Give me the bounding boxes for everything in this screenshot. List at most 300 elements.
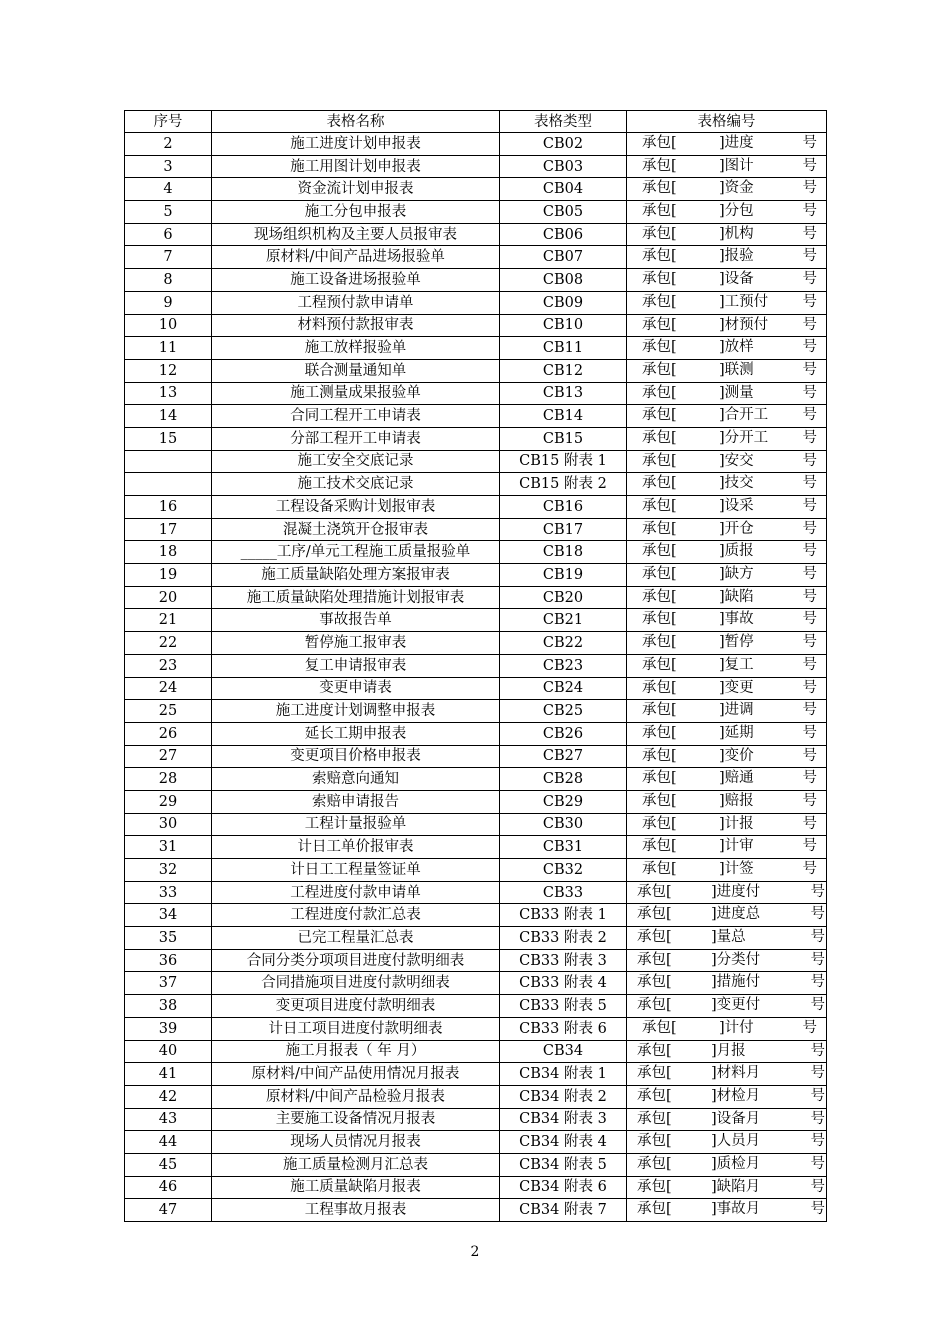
code-abbreviation-group [719, 746, 754, 766]
code-suffix: 号 [810, 1087, 825, 1104]
serial-number-cell: 6 [125, 223, 212, 246]
form-type-cell: CB12 [500, 359, 627, 382]
table-header-row [125, 111, 827, 133]
form-name-cell: 施工技术交底记录 [212, 473, 500, 496]
serial-number-cell: 31 [125, 836, 212, 859]
form-name-cell: 已完工程量汇总表 [212, 927, 500, 950]
code-abbreviation-group [711, 1109, 760, 1129]
code-prefix: 承包[ [642, 157, 677, 174]
code-abbreviation: 分类付 [716, 951, 761, 968]
code-bracket: ] [711, 1065, 717, 1082]
table-row [125, 1085, 827, 1108]
table-row [125, 790, 827, 813]
code-suffix: 号 [802, 656, 817, 673]
code-abbreviation: 分开工 [724, 429, 769, 446]
form-type-cell: CB22 [500, 632, 627, 655]
form-name-cell: 变更项目价格申报表 [212, 745, 500, 768]
table-row [125, 722, 827, 745]
form-code-cell [627, 745, 827, 768]
code-bracket: ] [719, 429, 725, 446]
form-type-cell: CB28 [500, 768, 627, 791]
code-abbreviation: 进调 [724, 702, 754, 719]
code-abbreviation: 测量 [724, 384, 754, 401]
code-bracket: ] [719, 724, 725, 741]
form-type-cell: CB32 [500, 859, 627, 882]
table-row [125, 586, 827, 609]
table-row [125, 632, 827, 655]
form-code-cell [627, 246, 827, 269]
form-name-cell: 分部工程开工申请表 [212, 427, 500, 450]
code-prefix: 承包[ [637, 951, 672, 968]
table-row [125, 450, 827, 473]
table-row [125, 881, 827, 904]
form-name-cell: 施工质量缺陷月报表 [212, 1176, 500, 1199]
form-code-cell [627, 473, 827, 496]
code-abbreviation: 资金 [724, 180, 754, 197]
form-type-cell: CB33 附表 4 [500, 972, 627, 995]
code-suffix: 号 [802, 702, 817, 719]
code-bracket: ] [719, 679, 725, 696]
code-abbreviation-group [719, 655, 754, 675]
header-form-type: 表格类型 [500, 111, 627, 133]
code-suffix: 号 [810, 1178, 825, 1195]
code-suffix: 号 [802, 316, 817, 333]
code-suffix: 号 [810, 1110, 825, 1127]
form-code-cell [627, 677, 827, 700]
code-bracket: ] [719, 498, 725, 514]
code-abbreviation: 量总 [716, 929, 746, 946]
code-abbreviation-group [719, 700, 754, 720]
code-prefix: 承包[ [637, 1178, 672, 1195]
code-suffix: 号 [810, 974, 825, 991]
table-row [125, 972, 827, 995]
form-code-cell [627, 1153, 827, 1176]
code-prefix: 承包[ [642, 384, 677, 401]
form-type-cell: CB06 [500, 223, 627, 246]
form-type-cell: CB26 [500, 722, 627, 745]
code-bracket: ] [719, 180, 725, 197]
code-suffix: 号 [802, 339, 817, 356]
code-suffix: 号 [810, 951, 825, 968]
serial-number-cell: 20 [125, 586, 212, 609]
table-row [125, 269, 827, 292]
code-abbreviation-group [719, 723, 754, 743]
form-type-cell: CB23 [500, 654, 627, 677]
code-suffix: 号 [802, 792, 817, 809]
header-serial-number: 序号 [125, 111, 212, 133]
code-abbreviation-group [719, 315, 768, 335]
form-type-cell: CB33 [500, 881, 627, 904]
form-name-cell: 事故报告单 [212, 609, 500, 632]
code-abbreviation-group [719, 292, 768, 312]
form-name-cell: 资金流计划申报表 [212, 178, 500, 201]
form-code-cell [627, 1199, 827, 1222]
form-code-cell [627, 1085, 827, 1108]
table-row [125, 745, 827, 768]
code-bracket: ] [711, 974, 717, 991]
serial-number-cell: 14 [125, 405, 212, 428]
code-abbreviation: 计报 [724, 815, 754, 832]
serial-number-cell: 25 [125, 700, 212, 723]
code-suffix: 号 [802, 203, 817, 220]
code-suffix: 号 [802, 248, 817, 265]
form-code-cell [627, 155, 827, 178]
form-type-cell: CB33 附表 5 [500, 995, 627, 1018]
serial-number-cell: 22 [125, 632, 212, 655]
code-prefix: 承包[ [642, 520, 677, 537]
form-name-cell: _____工序/单元工程施工质量报验单 [212, 541, 500, 564]
form-code-cell [627, 790, 827, 813]
code-prefix: 承包[ [642, 248, 677, 265]
code-prefix: 承包[ [642, 770, 677, 787]
code-prefix: 承包[ [642, 838, 677, 855]
table-row [125, 359, 827, 382]
form-code-cell [627, 133, 827, 156]
form-type-cell: CB05 [500, 201, 627, 224]
serial-number-cell: 15 [125, 427, 212, 450]
code-bracket: ] [719, 588, 725, 605]
code-bracket: ] [719, 407, 725, 424]
table-row [125, 291, 827, 314]
form-type-cell: CB34 [500, 1040, 627, 1063]
code-bracket: ] [719, 566, 725, 583]
form-code-cell [627, 269, 827, 292]
code-bracket: ] [719, 747, 725, 764]
form-name-cell: 施工设备进场报验单 [212, 269, 500, 292]
form-name-cell: 变更申请表 [212, 677, 500, 700]
table-row [125, 246, 827, 269]
code-bracket: ] [719, 792, 725, 809]
form-name-cell: 工程进度付款汇总表 [212, 904, 500, 927]
form-type-cell: CB33 附表 1 [500, 904, 627, 927]
code-bracket: ] [719, 225, 725, 242]
code-bracket: ] [711, 1201, 717, 1218]
table-row [125, 1199, 827, 1222]
form-name-cell: 主要施工设备情况月报表 [212, 1108, 500, 1131]
code-bracket: ] [719, 293, 725, 310]
code-prefix: 承包[ [642, 316, 677, 333]
form-code-cell [627, 859, 827, 882]
code-abbreviation: 计签 [724, 861, 754, 877]
code-abbreviation: 开仓 [724, 520, 754, 537]
form-type-cell: CB10 [500, 314, 627, 337]
serial-number-cell: 40 [125, 1040, 212, 1063]
form-name-cell: 施工放样报验单 [212, 337, 500, 360]
serial-number-cell: 46 [125, 1176, 212, 1199]
serial-number-cell: 18 [125, 541, 212, 564]
code-prefix: 承包[ [642, 452, 677, 469]
form-type-cell: CB30 [500, 813, 627, 836]
serial-number-cell: 23 [125, 654, 212, 677]
code-bracket: ] [719, 248, 725, 265]
serial-number-cell: 12 [125, 359, 212, 382]
form-code-cell [627, 1131, 827, 1154]
form-code-cell [627, 405, 827, 428]
code-bracket: ] [719, 838, 725, 855]
form-type-cell: CB34 附表 7 [500, 1199, 627, 1222]
code-abbreviation-group [719, 337, 754, 357]
form-type-cell: CB34 附表 6 [500, 1176, 627, 1199]
form-code-cell [627, 972, 827, 995]
form-code-cell [627, 609, 827, 632]
code-bracket: ] [719, 157, 725, 174]
form-type-cell: CB34 附表 1 [500, 1063, 627, 1086]
form-type-cell: CB07 [500, 246, 627, 269]
code-abbreviation: 进度 [724, 135, 754, 151]
code-abbreviation-group [711, 972, 760, 992]
form-type-cell: CB21 [500, 609, 627, 632]
serial-number-cell: 44 [125, 1131, 212, 1154]
table-row [125, 314, 827, 337]
code-abbreviation-group [719, 541, 754, 561]
code-abbreviation: 进度付 [716, 883, 761, 900]
code-abbreviation: 措施付 [716, 974, 761, 991]
code-abbreviation-group [719, 632, 754, 652]
form-code-cell [627, 201, 827, 224]
code-suffix: 号 [802, 157, 817, 174]
form-code-cell [627, 518, 827, 541]
table-row [125, 949, 827, 972]
serial-number-cell: 38 [125, 995, 212, 1018]
table-row [125, 155, 827, 178]
code-prefix: 承包[ [642, 679, 677, 696]
table-row [125, 473, 827, 496]
serial-number-cell: 9 [125, 291, 212, 314]
form-name-cell: 原材料/中间产品检验月报表 [212, 1085, 500, 1108]
code-suffix: 号 [802, 361, 817, 378]
form-type-cell: CB14 [500, 405, 627, 428]
table-row [125, 859, 827, 882]
code-abbreviation-group [711, 995, 760, 1015]
serial-number-cell: 26 [125, 722, 212, 745]
code-abbreviation-group [711, 1131, 760, 1151]
form-name-cell: 计日工单价报审表 [212, 836, 500, 859]
code-abbreviation-group [719, 519, 754, 539]
code-suffix: 号 [802, 634, 817, 651]
code-suffix: 号 [810, 1065, 825, 1082]
table-row [125, 496, 827, 519]
serial-number-cell: 19 [125, 564, 212, 587]
code-bracket: ] [711, 929, 717, 946]
form-type-cell: CB33 附表 6 [500, 1017, 627, 1040]
form-code-cell [627, 314, 827, 337]
form-name-cell: 施工进度计划申报表 [212, 133, 500, 156]
form-code-cell [627, 768, 827, 791]
code-prefix: 承包[ [642, 339, 677, 356]
serial-number-cell: 41 [125, 1063, 212, 1086]
serial-number-cell: 35 [125, 927, 212, 950]
code-abbreviation: 赔通 [724, 770, 754, 787]
form-name-cell: 施工安全交底记录 [212, 450, 500, 473]
serial-number-cell: 5 [125, 201, 212, 224]
code-abbreviation-group [719, 678, 754, 698]
form-name-cell: 施工用图计划申报表 [212, 155, 500, 178]
code-bracket: ] [719, 861, 725, 877]
form-code-cell [627, 722, 827, 745]
form-type-cell: CB34 附表 5 [500, 1153, 627, 1176]
form-type-cell: CB08 [500, 269, 627, 292]
code-abbreviation-group [719, 360, 754, 380]
code-abbreviation-group [719, 496, 754, 516]
code-abbreviation: 报验 [724, 248, 754, 265]
form-type-cell: CB29 [500, 790, 627, 813]
code-suffix: 号 [802, 520, 817, 537]
form-code-cell [627, 1017, 827, 1040]
form-code-cell [627, 382, 827, 405]
code-abbreviation: 材预付 [724, 316, 769, 333]
serial-number-cell: 30 [125, 813, 212, 836]
code-bracket: ] [719, 316, 725, 333]
code-prefix: 承包[ [637, 1110, 672, 1127]
code-suffix: 号 [810, 929, 825, 946]
table-row [125, 768, 827, 791]
code-prefix: 承包[ [642, 475, 677, 492]
code-prefix: 承包[ [642, 203, 677, 220]
form-type-cell: CB03 [500, 155, 627, 178]
code-abbreviation-group [711, 1154, 760, 1174]
form-name-cell: 施工月报表（ 年 月） [212, 1040, 500, 1063]
form-type-cell: CB13 [500, 382, 627, 405]
code-prefix: 承包[ [637, 974, 672, 991]
code-abbreviation-group [719, 246, 754, 266]
table-row [125, 518, 827, 541]
code-bracket: ] [719, 271, 725, 288]
code-suffix: 号 [802, 293, 817, 310]
table-row [125, 223, 827, 246]
table-row [125, 904, 827, 927]
serial-number-cell: 10 [125, 314, 212, 337]
code-abbreviation: 设备 [724, 271, 754, 288]
form-code-cell [627, 291, 827, 314]
page-number: 2 [470, 1244, 480, 1260]
code-prefix: 承包[ [642, 724, 677, 741]
code-bracket: ] [719, 1019, 725, 1036]
form-code-cell [627, 904, 827, 927]
form-code-cell [627, 541, 827, 564]
code-abbreviation-group [719, 269, 754, 289]
code-prefix: 承包[ [642, 498, 677, 514]
form-type-cell: CB15 [500, 427, 627, 450]
form-code-cell [627, 1040, 827, 1063]
form-code-cell [627, 359, 827, 382]
serial-number-cell: 21 [125, 609, 212, 632]
code-suffix: 号 [802, 611, 817, 628]
serial-number-cell: 7 [125, 246, 212, 269]
code-abbreviation-group [719, 178, 754, 198]
code-abbreviation: 设备月 [716, 1110, 761, 1127]
form-name-cell: 计日工工程量签证单 [212, 859, 500, 882]
table-row [125, 382, 827, 405]
code-prefix: 承包[ [642, 611, 677, 628]
code-bracket: ] [719, 135, 725, 151]
code-suffix: 号 [802, 475, 817, 492]
table-row [125, 927, 827, 950]
code-prefix: 承包[ [637, 883, 672, 900]
form-type-cell: CB15 附表 2 [500, 473, 627, 496]
code-prefix: 承包[ [642, 271, 677, 288]
serial-number-cell: 32 [125, 859, 212, 882]
form-type-cell: CB33 附表 3 [500, 949, 627, 972]
code-abbreviation: 延期 [724, 724, 754, 741]
table-row [125, 1063, 827, 1086]
code-bracket: ] [711, 906, 717, 923]
table-row [125, 541, 827, 564]
code-abbreviation-group [719, 451, 754, 471]
form-code-cell [627, 427, 827, 450]
code-bracket: ] [719, 361, 725, 378]
code-abbreviation-group [711, 904, 760, 924]
form-name-cell: 索赔意向通知 [212, 768, 500, 791]
code-abbreviation: 联测 [724, 361, 754, 378]
form-code-cell [627, 927, 827, 950]
code-prefix: 承包[ [642, 702, 677, 719]
form-code-cell [627, 1063, 827, 1086]
code-bracket: ] [719, 815, 725, 832]
code-prefix: 承包[ [642, 180, 677, 197]
table-row [125, 1040, 827, 1063]
serial-number-cell: 28 [125, 768, 212, 791]
form-type-cell: CB17 [500, 518, 627, 541]
code-suffix: 号 [802, 838, 817, 855]
code-suffix: 号 [802, 498, 817, 514]
code-abbreviation-group [711, 882, 760, 902]
form-code-cell [627, 586, 827, 609]
serial-number-cell: 17 [125, 518, 212, 541]
code-suffix: 号 [802, 407, 817, 424]
code-abbreviation-group [719, 609, 754, 629]
form-name-cell: 现场组织机构及主要人员报审表 [212, 223, 500, 246]
code-prefix: 承包[ [637, 1155, 672, 1172]
form-code-cell [627, 337, 827, 360]
code-bracket: ] [719, 452, 725, 469]
code-prefix: 承包[ [642, 792, 677, 809]
form-name-cell: 施工分包申报表 [212, 201, 500, 224]
code-abbreviation-group [711, 950, 760, 970]
code-suffix: 号 [802, 1019, 817, 1036]
form-name-cell: 原材料/中间产品进场报验单 [212, 246, 500, 269]
code-suffix: 号 [802, 566, 817, 583]
form-type-cell: CB02 [500, 133, 627, 156]
form-code-cell [627, 813, 827, 836]
form-name-cell: 联合测量通知单 [212, 359, 500, 382]
code-abbreviation: 缺陷 [724, 588, 754, 605]
code-abbreviation-group [711, 1063, 760, 1083]
form-type-cell: CB34 附表 2 [500, 1085, 627, 1108]
form-type-cell: CB20 [500, 586, 627, 609]
code-suffix: 号 [802, 543, 817, 560]
code-abbreviation-group [719, 587, 754, 607]
code-abbreviation: 设采 [724, 498, 754, 514]
code-abbreviation: 暂停 [724, 634, 754, 651]
form-name-cell: 施工质量缺陷处理措施计划报审表 [212, 586, 500, 609]
serial-number-cell: 16 [125, 496, 212, 519]
table-row [125, 813, 827, 836]
form-code-cell [627, 223, 827, 246]
code-bracket: ] [719, 770, 725, 787]
code-abbreviation-group [711, 1041, 746, 1061]
serial-number-cell: 13 [125, 382, 212, 405]
code-abbreviation-group [719, 836, 754, 856]
code-suffix: 号 [802, 135, 817, 151]
code-bracket: ] [719, 634, 725, 651]
table-row [125, 405, 827, 428]
code-bracket: ] [719, 475, 725, 492]
code-suffix: 号 [810, 906, 825, 923]
form-code-cell [627, 564, 827, 587]
code-abbreviation: 变更 [724, 679, 754, 696]
code-suffix: 号 [802, 770, 817, 787]
form-code-cell [627, 836, 827, 859]
